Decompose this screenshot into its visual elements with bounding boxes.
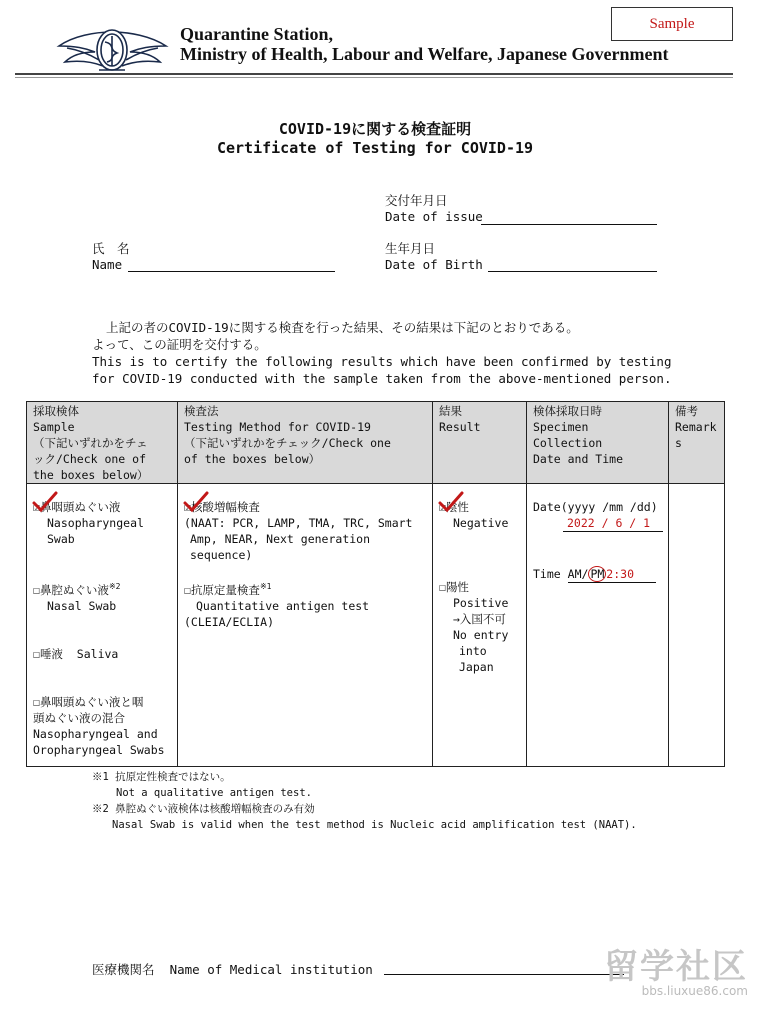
title-jp: COVID-19に関する検査証明 [278,120,472,138]
result-cell [433,484,527,767]
organization-name [180,24,669,64]
checkbox-checked-icon[interactable]: ☑ [33,500,40,514]
sample-option-saliva[interactable]: ☐唾液 Saliva [33,646,119,661]
checkbox-checked-icon[interactable]: ☑ [439,500,446,514]
header-divider [15,73,733,75]
remarks-cell[interactable] [669,484,725,767]
red-check-mark-icon [183,491,209,513]
results-table [26,401,725,767]
checkbox-icon[interactable]: ☐ [33,646,40,661]
dob-label-jp: 生年月日 [385,241,436,256]
pm-option-circled[interactable]: PM [590,567,605,581]
table-header-row [27,402,725,484]
issue-date-field [385,193,483,225]
footnote-1-jp: ※1 抗原定性検査ではない。 [92,771,231,783]
date-label: Date(yyyy /mm /dd) [533,500,658,514]
method-cell [178,484,433,767]
title-en: Certificate of Testing for COVID-19 [216,139,534,157]
watermark-url: bbs.liuxue86.com [641,984,748,998]
institution-label-en: Name of Medical institution [169,962,373,977]
sample-stamp [611,7,733,41]
sample-label: Sample [649,15,695,32]
issue-date-label-en: Date of issue [385,209,483,224]
org-line-2: Ministry of Health, Labour and Welfare, Japanese Government [180,44,669,64]
checkbox-icon[interactable]: ☐ [33,694,40,709]
issue-date-label-jp: 交付年月日 [385,193,448,208]
quarantine-emblem-icon [55,20,170,78]
time-value: 2:30 [606,567,634,581]
time-input[interactable]: AM/ PM 2:30 [568,566,656,583]
red-check-mark-icon [32,491,58,513]
datetime-cell [527,484,669,767]
method-option-naat[interactable]: ☑核酸増幅検査 (NAAT: PCR, LAMP, TMA, TRC, Smart Amp, NEAR, Next generation sequence) [184,500,413,562]
cert-jp-line-1: 上記の者のCOVID-19に関する検査を行った結果、その結果は下記のとおりである。 [106,320,579,335]
method-option-antigen[interactable]: ☐抗原定量検査$^{※1}$ Quantitative antigen test (CLEIA/ECLIA) [184,582,370,629]
issue-date-line[interactable] [481,224,657,225]
footnote-1-en: Not a qualitative antigen test. [116,787,312,799]
footnotes [92,769,637,833]
watermark-logo-text: 留学社区 [604,947,748,987]
checkbox-icon[interactable]: ☐ [33,582,40,597]
sample-option-mixed[interactable]: ☐鼻咽頭ぬぐい液と咽 頭ぬぐい液の混合 Nasopharyngeal and Oropharyngeal Swabs [33,694,165,757]
red-check-mark-icon [438,491,464,513]
checkbox-checked-icon[interactable]: ☑ [184,500,191,514]
org-line-1: Quarantine Station, [180,24,334,44]
institution-label-jp: 医療機関名 [92,962,155,977]
result-option-positive[interactable]: ☐陽性 Positive →入国不可 No entry into Japan [439,580,509,674]
header-datetime: 検体採取日時 Specimen Collection Date and Time [527,402,669,484]
footnote-2-en: Nasal Swab is valid when the test method is Nucleic acid amplification test (NAAT). [112,819,637,831]
header-divider-thin [15,77,733,78]
date-value: 2022 / 6 / 1 [567,516,651,530]
dob-field [385,241,483,273]
document-title [0,120,750,158]
site-watermark [604,939,748,998]
sample-cell [27,484,178,767]
date-input[interactable] [563,515,663,532]
result-option-negative[interactable]: ☑陰性 Negative [439,500,509,530]
cert-jp-line-2: よって、この証明を交付する。 [92,337,267,352]
header-remarks: 備考 Remark s [669,402,725,484]
dob-line[interactable] [488,271,657,272]
sample-option-nasal[interactable]: ☐鼻腔ぬぐい液$^{※2}$ Nasal Swab [33,582,121,613]
name-field [92,241,130,273]
cert-en-line-1: This is to certify the following results which have been confirmed by testing [92,354,672,369]
checkbox-icon[interactable]: ☐ [184,582,191,597]
footnote-2-jp: ※2 鼻腔ぬぐい液検体は核酸増幅検査のみ有効 [92,803,315,815]
name-line[interactable] [128,271,335,272]
time-label: Time [533,567,561,581]
am-option[interactable]: AM [567,567,582,581]
checkbox-icon[interactable]: ☐ [439,580,446,594]
medical-institution-field [92,960,373,978]
dob-label-en: Date of Birth [385,257,483,272]
table-body-row [27,484,725,767]
sample-option-nasopharyngeal[interactable]: ☑鼻咽頭ぬぐい液 Nasopharyngeal Swab [33,500,144,546]
name-label-en: Name [92,257,123,272]
header-sample: 採取検体 Sample （下記いずれかをチェ ック/Check one of the boxes below） [27,402,178,484]
certification-text [92,319,671,387]
name-label-jp: 氏 名 [92,241,130,256]
time-row [533,566,662,583]
institution-line[interactable] [384,974,624,975]
cert-en-line-2: for COVID-19 conducted with the sample taken from the above-mentioned person. [92,371,672,386]
header-result: 結果 Result [433,402,527,484]
header-method: 検査法 Testing Method for COVID-19 （下記いずれかをチェック/Check one of the boxes below） [178,402,433,484]
